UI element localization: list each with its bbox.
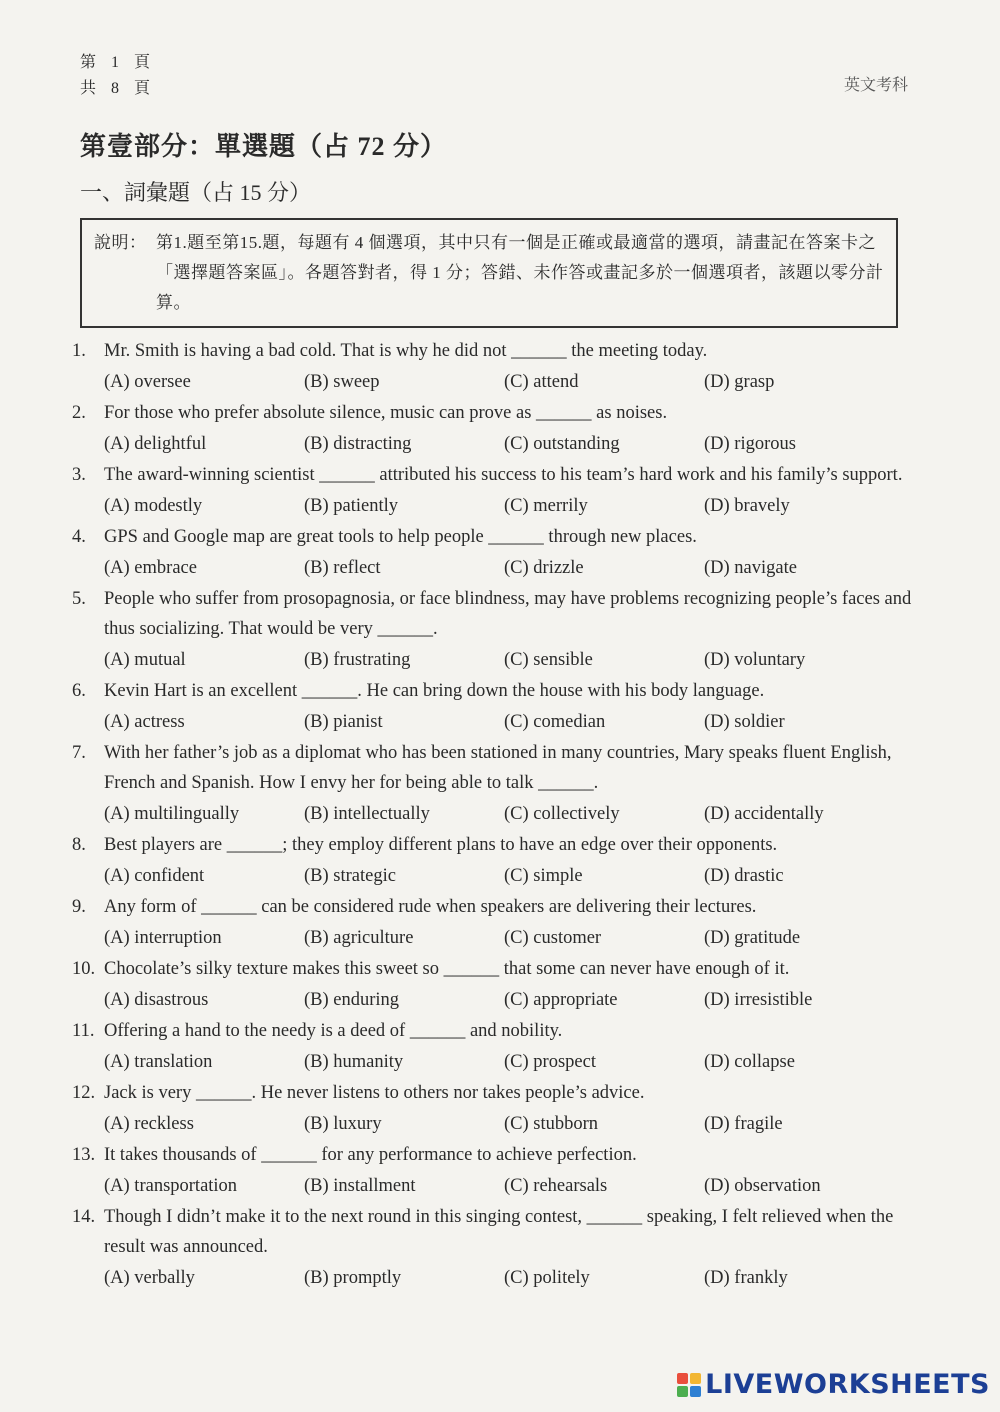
question-item [72,676,912,738]
option-row [72,1108,912,1140]
answer-option[interactable]: (B) installment [304,1176,416,1196]
answer-option[interactable]: (D) soldier [704,712,785,732]
answer-option[interactable]: (A) modestly [104,496,203,516]
question-item [72,336,912,398]
liveworksheets-logo-icon [677,1373,701,1397]
instructions-box [80,218,898,328]
question-item [72,522,912,584]
answer-option[interactable]: (D) navigate [704,558,797,578]
answer-option[interactable]: (B) intellectually [304,804,430,824]
question-number: 6. [72,681,86,701]
answer-option[interactable]: (C) customer [504,928,602,948]
answer-option[interactable]: (D) accidentally [704,804,824,824]
question-number: 8. [72,835,86,855]
question-text: Though I didn’t make it to the next round in this singing contest, ______ speaking, I felt relieved when the result was announced. [104,1207,894,1257]
page-number: 1 [111,54,120,71]
answer-option[interactable]: (A) verbally [104,1268,195,1288]
part-title: 第壹部分：單選題（占 72 分） [80,132,448,161]
answer-option[interactable]: (C) merrily [504,496,588,516]
question-stem [72,830,912,860]
question-item [72,830,912,892]
question-text: Best players are ______; they employ different plans to have an edge over their opponents. [104,835,778,855]
question-item [72,460,912,522]
question-number: 3. [72,465,86,485]
section-title: 一、詞彙題（占 15 分） [80,180,312,205]
answer-option[interactable]: (C) drizzle [504,558,584,578]
question-stem [72,398,912,428]
answer-option[interactable]: (A) actress [104,712,185,732]
question-text: Any form of ______ can be considered rude when speakers are delivering their lectures. [104,897,757,917]
question-stem [72,1202,912,1262]
option-row [72,1170,912,1202]
question-item [72,892,912,954]
subject-label: 英文考科 [843,77,908,94]
question-number: 10. [72,959,96,979]
answer-option[interactable]: (C) rehearsals [504,1176,608,1196]
answer-option[interactable]: (B) sweep [304,372,380,392]
option-row [72,860,912,892]
answer-option[interactable]: (D) grasp [704,372,775,392]
instructions-label: 說明： [94,233,147,252]
question-number: 2. [72,403,86,423]
answer-option[interactable]: (C) simple [504,866,583,886]
answer-option[interactable]: (B) patiently [304,496,399,516]
question-text: With her father’s job as a diplomat who has been stationed in many countries, Mary speaks fluent English, French and Spanish. How I envy her for being able to talk ______. [104,743,892,793]
answer-option[interactable]: (B) agriculture [304,928,414,948]
question-item [72,1078,912,1140]
question-item [72,1140,912,1202]
instructions-text: 第1.題至第15.題，每題有 4 個選項，其中只有一個是正確或最適當的選項，請畫記在答案卡之「選擇題答案區」。各題答對者，得 1 分；答錯、未作答或畫記多於一個選項者，該題以零分計算。 [156,233,884,312]
answer-option[interactable]: (A) multilingually [104,804,240,824]
option-row [72,490,912,522]
question-text: Chocolate’s silky texture makes this sweet so ______ that some can never have enough of it. [104,959,790,979]
answer-option[interactable]: (B) enduring [304,990,400,1010]
question-stem [72,336,912,366]
answer-option[interactable]: (C) politely [504,1268,590,1288]
option-row [72,644,912,676]
answer-option[interactable]: (C) attend [504,372,579,392]
answer-option[interactable]: (B) humanity [304,1052,404,1072]
question-stem [72,954,912,984]
answer-option[interactable]: (A) oversee [104,372,191,392]
answer-option[interactable]: (A) delightful [104,434,207,454]
answer-option[interactable]: (B) frustrating [304,650,411,670]
answer-option[interactable]: (D) fragile [704,1114,783,1134]
answer-option[interactable]: (B) distracting [304,434,412,454]
answer-option[interactable]: (C) prospect [504,1052,596,1072]
answer-option[interactable]: (B) strategic [304,866,396,886]
answer-option[interactable]: (C) collectively [504,804,620,824]
question-item [72,1202,912,1294]
answer-option[interactable]: (D) irresistible [704,990,813,1010]
answer-option[interactable]: (B) promptly [304,1268,402,1288]
question-number: 13. [72,1145,96,1165]
question-item [72,954,912,1016]
answer-option[interactable]: (D) voluntary [704,650,806,670]
question-item [72,584,912,676]
question-number: 9. [72,897,86,917]
question-stem [72,1140,912,1170]
question-text: It takes thousands of ______ for any performance to achieve perfection. [104,1145,637,1165]
brand-watermark [677,1369,990,1400]
brand-text: LIVEWORKSHEETS [705,1369,990,1400]
question-number: 1. [72,341,86,361]
answer-option[interactable]: (C) outstanding [504,434,620,454]
option-row [72,706,912,738]
question-stem [72,1016,912,1046]
total-pages-row [80,76,150,102]
question-text: Offering a hand to the needy is a deed of ______ and nobility. [104,1021,563,1041]
answer-option[interactable]: (C) comedian [504,712,606,732]
answer-option[interactable]: (D) gratitude [704,928,801,948]
total-label: 共 [80,80,97,97]
answer-option[interactable]: (D) observation [704,1176,821,1196]
question-stem [72,460,912,490]
answer-option[interactable]: (C) appropriate [504,990,618,1010]
answer-option[interactable]: (C) sensible [504,650,593,670]
answer-option[interactable]: (D) collapse [704,1052,795,1072]
answer-option[interactable]: (D) frankly [704,1268,788,1288]
option-row [72,798,912,830]
question-number: 12. [72,1083,96,1103]
question-stem [72,676,912,706]
question-text: Mr. Smith is having a bad cold. That is why he did not ______ the meeting today. [104,341,708,361]
answer-option[interactable]: (C) stubborn [504,1114,599,1134]
answer-option[interactable]: (D) bravely [704,496,790,516]
answer-option[interactable]: (D) rigorous [704,434,796,454]
page-info [80,50,150,102]
option-row [72,984,912,1016]
page-unit: 頁 [134,54,151,71]
option-row [72,1046,912,1078]
answer-option[interactable]: (A) confident [104,866,205,886]
question-text: For those who prefer absolute silence, music can prove as ______ as noises. [104,403,668,423]
option-row [72,552,912,584]
question-stem [72,584,912,644]
answer-option[interactable]: (D) drastic [704,866,784,886]
option-row [72,428,912,460]
answer-option[interactable]: (A) interruption [104,928,222,948]
question-list [72,336,912,1294]
question-stem [72,892,912,922]
answer-option[interactable]: (A) reckless [104,1114,194,1134]
question-item [72,1016,912,1078]
option-row [72,366,912,398]
total-unit: 頁 [134,80,151,97]
question-stem [72,522,912,552]
answer-option[interactable]: (B) reflect [304,558,381,578]
total-pages: 8 [111,80,120,97]
answer-option[interactable]: (B) pianist [304,712,383,732]
question-stem [72,738,912,798]
question-text: GPS and Google map are great tools to help people ______ through new places. [104,527,697,547]
question-text: The award-winning scientist ______ attributed his success to his team’s hard work and his family’s support. [104,465,903,485]
question-text: People who suffer from prosopagnosia, or face blindness, may have problems recognizing people’s faces and thus socializing. That would be very ______. [104,589,912,639]
question-text: Kevin Hart is an excellent ______. He can bring down the house with his body language. [104,681,765,701]
question-stem [72,1078,912,1108]
question-text: Jack is very ______. He never listens to others nor takes people’s advice. [104,1083,645,1103]
option-row [72,1262,912,1294]
question-number: 7. [72,743,86,763]
answer-option[interactable]: (A) translation [104,1052,213,1072]
question-number: 4. [72,527,86,547]
page-number-row [80,50,150,76]
question-number: 14. [72,1207,96,1227]
answer-option[interactable]: (A) disastrous [104,990,209,1010]
question-number: 11. [72,1021,95,1041]
question-item [72,738,912,830]
page-label: 第 [80,54,97,71]
answer-option[interactable]: (A) transportation [104,1176,238,1196]
question-item [72,398,912,460]
answer-option[interactable]: (B) luxury [304,1114,382,1134]
option-row [72,922,912,954]
answer-option[interactable]: (A) embrace [104,558,197,578]
answer-option[interactable]: (A) mutual [104,650,186,670]
question-number: 5. [72,589,86,609]
